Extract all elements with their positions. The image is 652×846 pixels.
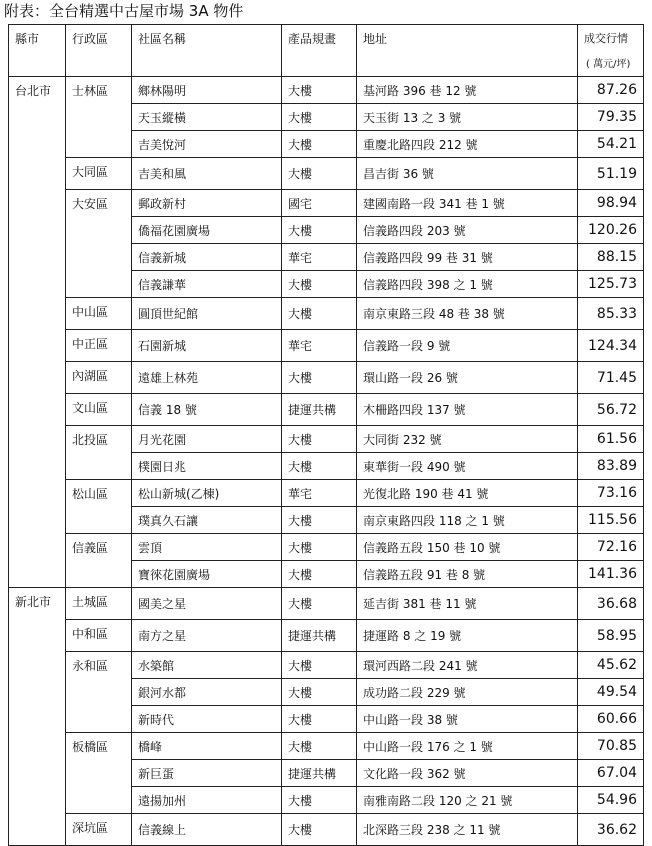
community-cell: 信義線上 — [132, 814, 282, 846]
address-cell: 信義路一段 9 號 — [357, 330, 578, 362]
community-cell: 寶徠花園廣場 — [132, 561, 282, 588]
address-cell: 信義路五段 91 巷 8 號 — [357, 561, 578, 588]
table-row — [9, 480, 644, 507]
price-cell: 88.15 — [578, 244, 644, 271]
table-row — [9, 620, 644, 652]
district-cell: 中正區 — [66, 330, 132, 362]
county-cell: 新北市 — [9, 588, 66, 846]
community-cell: 遠雄上林苑 — [132, 362, 282, 394]
price-cell: 60.66 — [578, 706, 644, 733]
district-cell: 板橋區 — [66, 733, 132, 814]
community-cell: 銀河水都 — [132, 679, 282, 706]
price-cell: 79.35 — [578, 104, 644, 131]
community-cell: 吉美悅河 — [132, 131, 282, 158]
district-cell: 北投區 — [66, 426, 132, 480]
community-cell: 新巨蛋 — [132, 760, 282, 787]
price-cell: 87.26 — [578, 77, 644, 104]
price-cell: 36.68 — [578, 588, 644, 620]
address-cell: 信義路五段 150 巷 10 號 — [357, 534, 578, 561]
header-price-label: 成交行情 — [584, 32, 628, 45]
district-cell: 中山區 — [66, 298, 132, 330]
type-cell: 捷運共構 — [282, 394, 357, 426]
price-cell: 51.19 — [578, 158, 644, 190]
district-cell: 中和區 — [66, 620, 132, 652]
district-cell: 文山區 — [66, 394, 132, 426]
community-cell: 郵政新村 — [132, 190, 282, 217]
type-cell: 大樓 — [282, 652, 357, 679]
community-cell: 月光花園 — [132, 426, 282, 453]
type-cell: 國宅 — [282, 190, 357, 217]
type-cell: 華宅 — [282, 330, 357, 362]
price-cell: 71.45 — [578, 362, 644, 394]
type-cell: 大樓 — [282, 561, 357, 588]
type-cell: 大樓 — [282, 679, 357, 706]
price-cell: 56.72 — [578, 394, 644, 426]
type-cell: 大樓 — [282, 453, 357, 480]
community-cell: 松山新城(乙棟) — [132, 480, 282, 507]
address-cell: 建國南路一段 341 巷 1 號 — [357, 190, 578, 217]
header-price — [578, 25, 644, 77]
address-cell: 環山路一段 26 號 — [357, 362, 578, 394]
table-row — [9, 190, 644, 217]
header-county: 縣市 — [9, 25, 66, 77]
type-cell: 大樓 — [282, 733, 357, 760]
community-cell: 信義新城 — [132, 244, 282, 271]
address-cell: 南京東路三段 48 巷 38 號 — [357, 298, 578, 330]
type-cell: 大樓 — [282, 507, 357, 534]
price-cell: 49.54 — [578, 679, 644, 706]
type-cell: 大樓 — [282, 362, 357, 394]
type-cell: 捷運共構 — [282, 620, 357, 652]
header-type: 產品規畫 — [282, 25, 357, 77]
type-cell: 華宅 — [282, 480, 357, 507]
community-cell: 橋峰 — [132, 733, 282, 760]
price-cell: 58.95 — [578, 620, 644, 652]
header-row — [9, 25, 644, 77]
address-cell: 昌吉街 36 號 — [357, 158, 578, 190]
district-cell: 松山區 — [66, 480, 132, 534]
price-cell: 54.96 — [578, 787, 644, 814]
price-cell: 115.56 — [578, 507, 644, 534]
community-cell: 雲頂 — [132, 534, 282, 561]
table-row — [9, 77, 644, 104]
community-cell: 樸園日兆 — [132, 453, 282, 480]
price-cell: 61.56 — [578, 426, 644, 453]
table-row — [9, 394, 644, 426]
table-row — [9, 362, 644, 394]
type-cell: 大樓 — [282, 104, 357, 131]
price-cell: 120.26 — [578, 217, 644, 244]
type-cell: 大樓 — [282, 814, 357, 846]
header-address: 地址 — [357, 25, 578, 77]
district-cell: 大安區 — [66, 190, 132, 298]
table-row — [9, 814, 644, 846]
district-cell: 大同區 — [66, 158, 132, 190]
community-cell: 璞真久石讓 — [132, 507, 282, 534]
price-cell: 141.36 — [578, 561, 644, 588]
type-cell: 大樓 — [282, 271, 357, 298]
address-cell: 南京東路四段 118 之 1 號 — [357, 507, 578, 534]
community-cell: 僑福花園廣場 — [132, 217, 282, 244]
district-cell: 士林區 — [66, 77, 132, 158]
price-cell: 67.04 — [578, 760, 644, 787]
address-cell: 環河西路二段 241 號 — [357, 652, 578, 679]
address-cell: 成功路二段 229 號 — [357, 679, 578, 706]
address-cell: 北深路三段 238 之 11 號 — [357, 814, 578, 846]
price-cell: 70.85 — [578, 733, 644, 760]
header-price-unit: ( 萬元/坪) — [586, 59, 631, 70]
table-row — [9, 298, 644, 330]
table-row — [9, 534, 644, 561]
price-cell: 125.73 — [578, 271, 644, 298]
address-cell: 東華街一段 490 號 — [357, 453, 578, 480]
district-cell: 深坑區 — [66, 814, 132, 846]
header-community: 社區名稱 — [132, 25, 282, 77]
community-cell: 信義 18 號 — [132, 394, 282, 426]
community-cell: 新時代 — [132, 706, 282, 733]
type-cell: 大樓 — [282, 217, 357, 244]
price-cell: 72.16 — [578, 534, 644, 561]
address-cell: 信義路四段 398 之 1 號 — [357, 271, 578, 298]
type-cell: 大樓 — [282, 298, 357, 330]
district-cell: 土城區 — [66, 588, 132, 620]
table-row — [9, 652, 644, 679]
address-cell: 大同街 232 號 — [357, 426, 578, 453]
address-cell: 木柵路四段 137 號 — [357, 394, 578, 426]
address-cell: 捷運路 8 之 19 號 — [357, 620, 578, 652]
table-row — [9, 588, 644, 620]
type-cell: 大樓 — [282, 588, 357, 620]
address-cell: 光復北路 190 巷 41 號 — [357, 480, 578, 507]
district-cell: 永和區 — [66, 652, 132, 733]
community-cell: 天玉縱橫 — [132, 104, 282, 131]
district-cell: 內湖區 — [66, 362, 132, 394]
price-cell: 85.33 — [578, 298, 644, 330]
price-cell: 98.94 — [578, 190, 644, 217]
type-cell: 大樓 — [282, 706, 357, 733]
address-cell: 中山路一段 176 之 1 號 — [357, 733, 578, 760]
price-cell: 36.62 — [578, 814, 644, 846]
address-cell: 信義路四段 99 巷 31 號 — [357, 244, 578, 271]
header-district: 行政區 — [66, 25, 132, 77]
address-cell: 重慶北路四段 212 號 — [357, 131, 578, 158]
address-cell: 文化路一段 362 號 — [357, 760, 578, 787]
address-cell: 信義路四段 203 號 — [357, 217, 578, 244]
address-cell: 中山路一段 38 號 — [357, 706, 578, 733]
type-cell: 大樓 — [282, 534, 357, 561]
table-body — [9, 77, 644, 846]
district-cell: 信義區 — [66, 534, 132, 588]
community-cell: 鄉林陽明 — [132, 77, 282, 104]
table-row — [9, 426, 644, 453]
price-cell: 54.21 — [578, 131, 644, 158]
community-cell: 南方之星 — [132, 620, 282, 652]
county-cell: 台北市 — [9, 77, 66, 588]
type-cell: 大樓 — [282, 131, 357, 158]
address-cell: 天玉街 13 之 3 號 — [357, 104, 578, 131]
type-cell: 大樓 — [282, 158, 357, 190]
community-cell: 國美之星 — [132, 588, 282, 620]
listings-table — [8, 24, 644, 846]
address-cell: 基河路 396 巷 12 號 — [357, 77, 578, 104]
type-cell: 大樓 — [282, 787, 357, 814]
table-row — [9, 733, 644, 760]
community-cell: 圓頂世紀館 — [132, 298, 282, 330]
table-row — [9, 158, 644, 190]
community-cell: 水築館 — [132, 652, 282, 679]
community-cell: 吉美和風 — [132, 158, 282, 190]
address-cell: 延吉街 381 巷 11 號 — [357, 588, 578, 620]
table-caption: 附表：全台精選中古屋市場 3A 物件 — [4, 2, 244, 20]
price-cell: 124.34 — [578, 330, 644, 362]
price-cell: 45.62 — [578, 652, 644, 679]
address-cell: 南雅南路二段 120 之 21 號 — [357, 787, 578, 814]
type-cell: 大樓 — [282, 77, 357, 104]
type-cell: 大樓 — [282, 426, 357, 453]
community-cell: 信義謙華 — [132, 271, 282, 298]
type-cell: 捷運共構 — [282, 760, 357, 787]
community-cell: 遠揚加州 — [132, 787, 282, 814]
price-cell: 83.89 — [578, 453, 644, 480]
type-cell: 華宅 — [282, 244, 357, 271]
table-row — [9, 330, 644, 362]
price-cell: 73.16 — [578, 480, 644, 507]
community-cell: 石園新城 — [132, 330, 282, 362]
